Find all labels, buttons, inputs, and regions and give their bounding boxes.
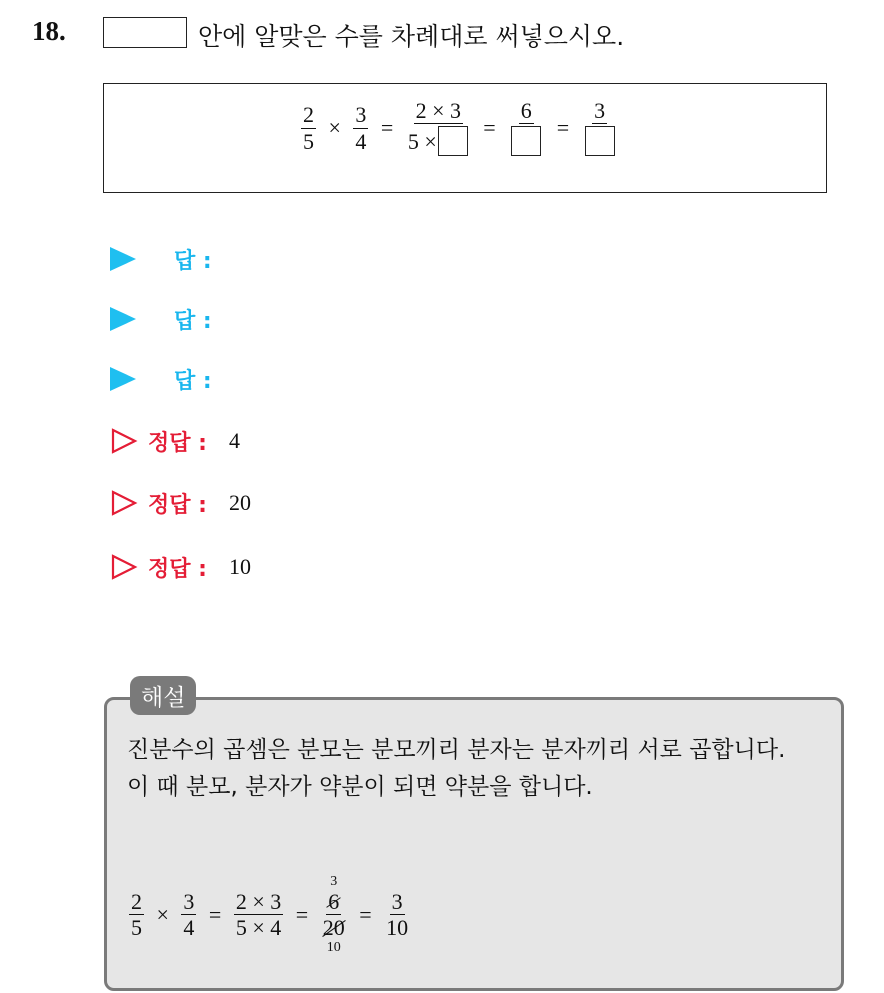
solution-value: 20 [228, 490, 251, 515]
problem-equation: $\frac{2}{5}$ × $\frac{3}{4}$ = $\frac{2 \times 3}{5 \times}$ = 6 = 3 [298, 98, 621, 158]
fraction-3-4: $\frac{3}{4}$ [355, 102, 367, 154]
question-number: 18. [32, 16, 66, 46]
answer-blank-1[interactable] [438, 126, 468, 156]
fraction-2-5: $\frac{2}{5}$ [303, 102, 314, 154]
fraction-product: $\frac{2 \times 3}{5 \times}$ [406, 98, 471, 158]
outline-triangle-icon [110, 489, 138, 517]
explanation-text [127, 732, 827, 806]
solution-label: 정답 : [148, 556, 207, 582]
play-triangle-icon [110, 307, 136, 331]
explanation-equation: $\frac{2}{5}$ × $\frac{3}{4}$ = $\frac{2 \times 3}{5 \times 4}$ = 3 $\frac{6}{20}$ 10 = $\frac{3}{10}$ [131, 874, 409, 955]
answer-label: 답 : [174, 308, 212, 334]
outline-triangle-icon [110, 553, 138, 581]
play-triangle-icon [110, 247, 136, 271]
solution-label: 정답 : [148, 430, 207, 456]
solution-label: 정답 : [148, 492, 207, 518]
solution-row-1 [110, 424, 240, 458]
fraction-3-over-blank: 3 [582, 98, 618, 158]
solution-row-2 [110, 486, 251, 520]
answer-blank-3[interactable] [585, 126, 615, 156]
answer-label: 답 : [174, 248, 212, 274]
answer-row-3[interactable] [110, 362, 212, 396]
cancelled-fraction: 3 $\frac{6}{20}$ 10 [322, 874, 345, 955]
answer-row-1[interactable] [110, 242, 212, 276]
outline-triangle-icon [110, 427, 138, 455]
explanation-line-2: 이 때 분모, 분자가 약분이 되면 약분을 합니다. [127, 774, 593, 800]
explanation-line-1: 진분수의 곱셈은 분모는 분모끼리 분자는 분자끼리 서로 곱합니다. [127, 737, 786, 763]
answer-label: 답 : [174, 368, 212, 394]
blank-box-icon [103, 17, 187, 48]
solution-value: 10 [228, 554, 251, 579]
explanation-tag: 해설 [130, 676, 196, 715]
answer-blank-2[interactable] [511, 126, 541, 156]
answer-row-2[interactable] [110, 302, 212, 336]
solution-value: 4 [228, 428, 240, 453]
question-instruction: 안에 알맞은 수를 차례대로 써넣으시오. [198, 22, 625, 51]
fraction-6-over-blank: 6 [508, 98, 544, 158]
solution-row-3 [110, 550, 251, 584]
play-triangle-icon [110, 367, 136, 391]
